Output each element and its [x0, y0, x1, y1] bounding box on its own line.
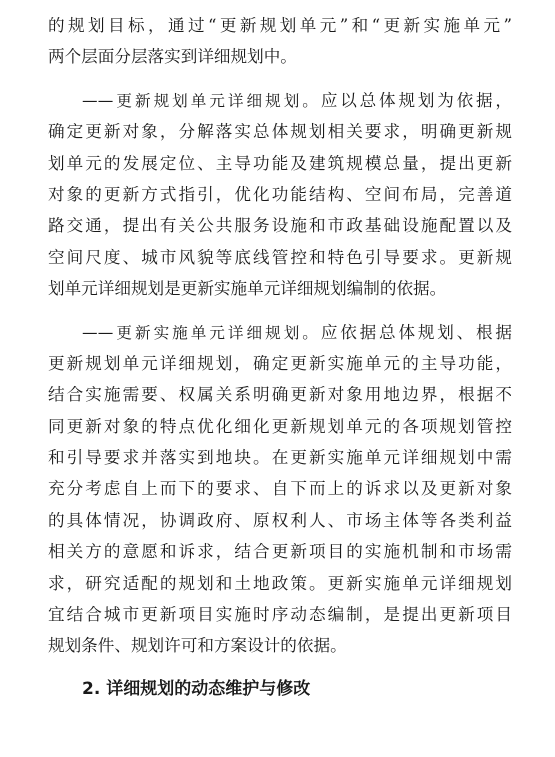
text-line: 对象的更新方式指引，优化功能结构、空间布局，完善道: [48, 184, 512, 204]
text-line: 同更新对象的特点优化细化更新规划单元的各项规划管控: [48, 416, 512, 436]
text-line: 和引导要求并落实到地块。在更新实施单元详细规划中需: [48, 448, 512, 468]
paragraph-term: ——更新规划单元详细规划。: [82, 91, 321, 110]
text-line-first: [48, 317, 512, 348]
text-line: 两个层面分层落实到详细规划中。: [48, 47, 297, 67]
text-line: 结合实施需要、权属关系明确更新对象用地边界，根据不: [48, 385, 512, 405]
intro-paragraph: [48, 10, 512, 73]
text-line: 宜结合城市更新项目实施时序动态编制，是提出更新项目: [48, 605, 512, 625]
text-line: 更新规划单元详细规划，确定更新实施单元的主导功能，: [48, 353, 512, 373]
paragraph-update-planning-unit: [48, 85, 512, 305]
document-page: [48, 10, 512, 706]
text-fragment: 应以总体规划为依据，: [320, 90, 512, 110]
text-line: 充分考虑自上而下的要求、自下而上的诉求以及更新对象: [48, 479, 512, 499]
text-line: 划单元详细规划是更新实施单元详细规划编制的依据。: [48, 279, 447, 299]
text-line: 路交通，提出有关公共服务设施和市政基础设施配置以及: [48, 216, 512, 236]
text-line-first: [48, 85, 512, 116]
paragraph-update-implementation-unit: [48, 317, 512, 662]
text-line: 空间尺度、城市风貌等底线管控和特色引导要求。更新规: [48, 247, 512, 267]
text-line: 求，研究适配的规划和土地政策。更新实施单元详细规划: [48, 573, 512, 593]
text-line: 相关方的意愿和诉求，结合更新项目的实施机制和市场需: [48, 542, 512, 562]
text-line: 规划条件、规划许可和方案设计的依据。: [48, 636, 347, 656]
section-heading: 2. 详细规划的动态维护与修改: [82, 678, 311, 699]
text-line: 确定更新对象，分解落实总体规划相关要求，明确更新规: [48, 122, 512, 142]
text-line: 的具体情况，协调政府、原权利人、市场主体等各类利益: [48, 510, 512, 530]
text-fragment: 应依据总体规划、根据: [320, 322, 512, 342]
text-line: 的规划目标，通过“更新规划单元”和“更新实施单元”: [48, 16, 512, 35]
paragraph-term: ——更新实施单元详细规划。: [82, 323, 321, 342]
text-line: 划单元的发展定位、主导功能及建筑规模总量，提出更新: [48, 153, 512, 173]
